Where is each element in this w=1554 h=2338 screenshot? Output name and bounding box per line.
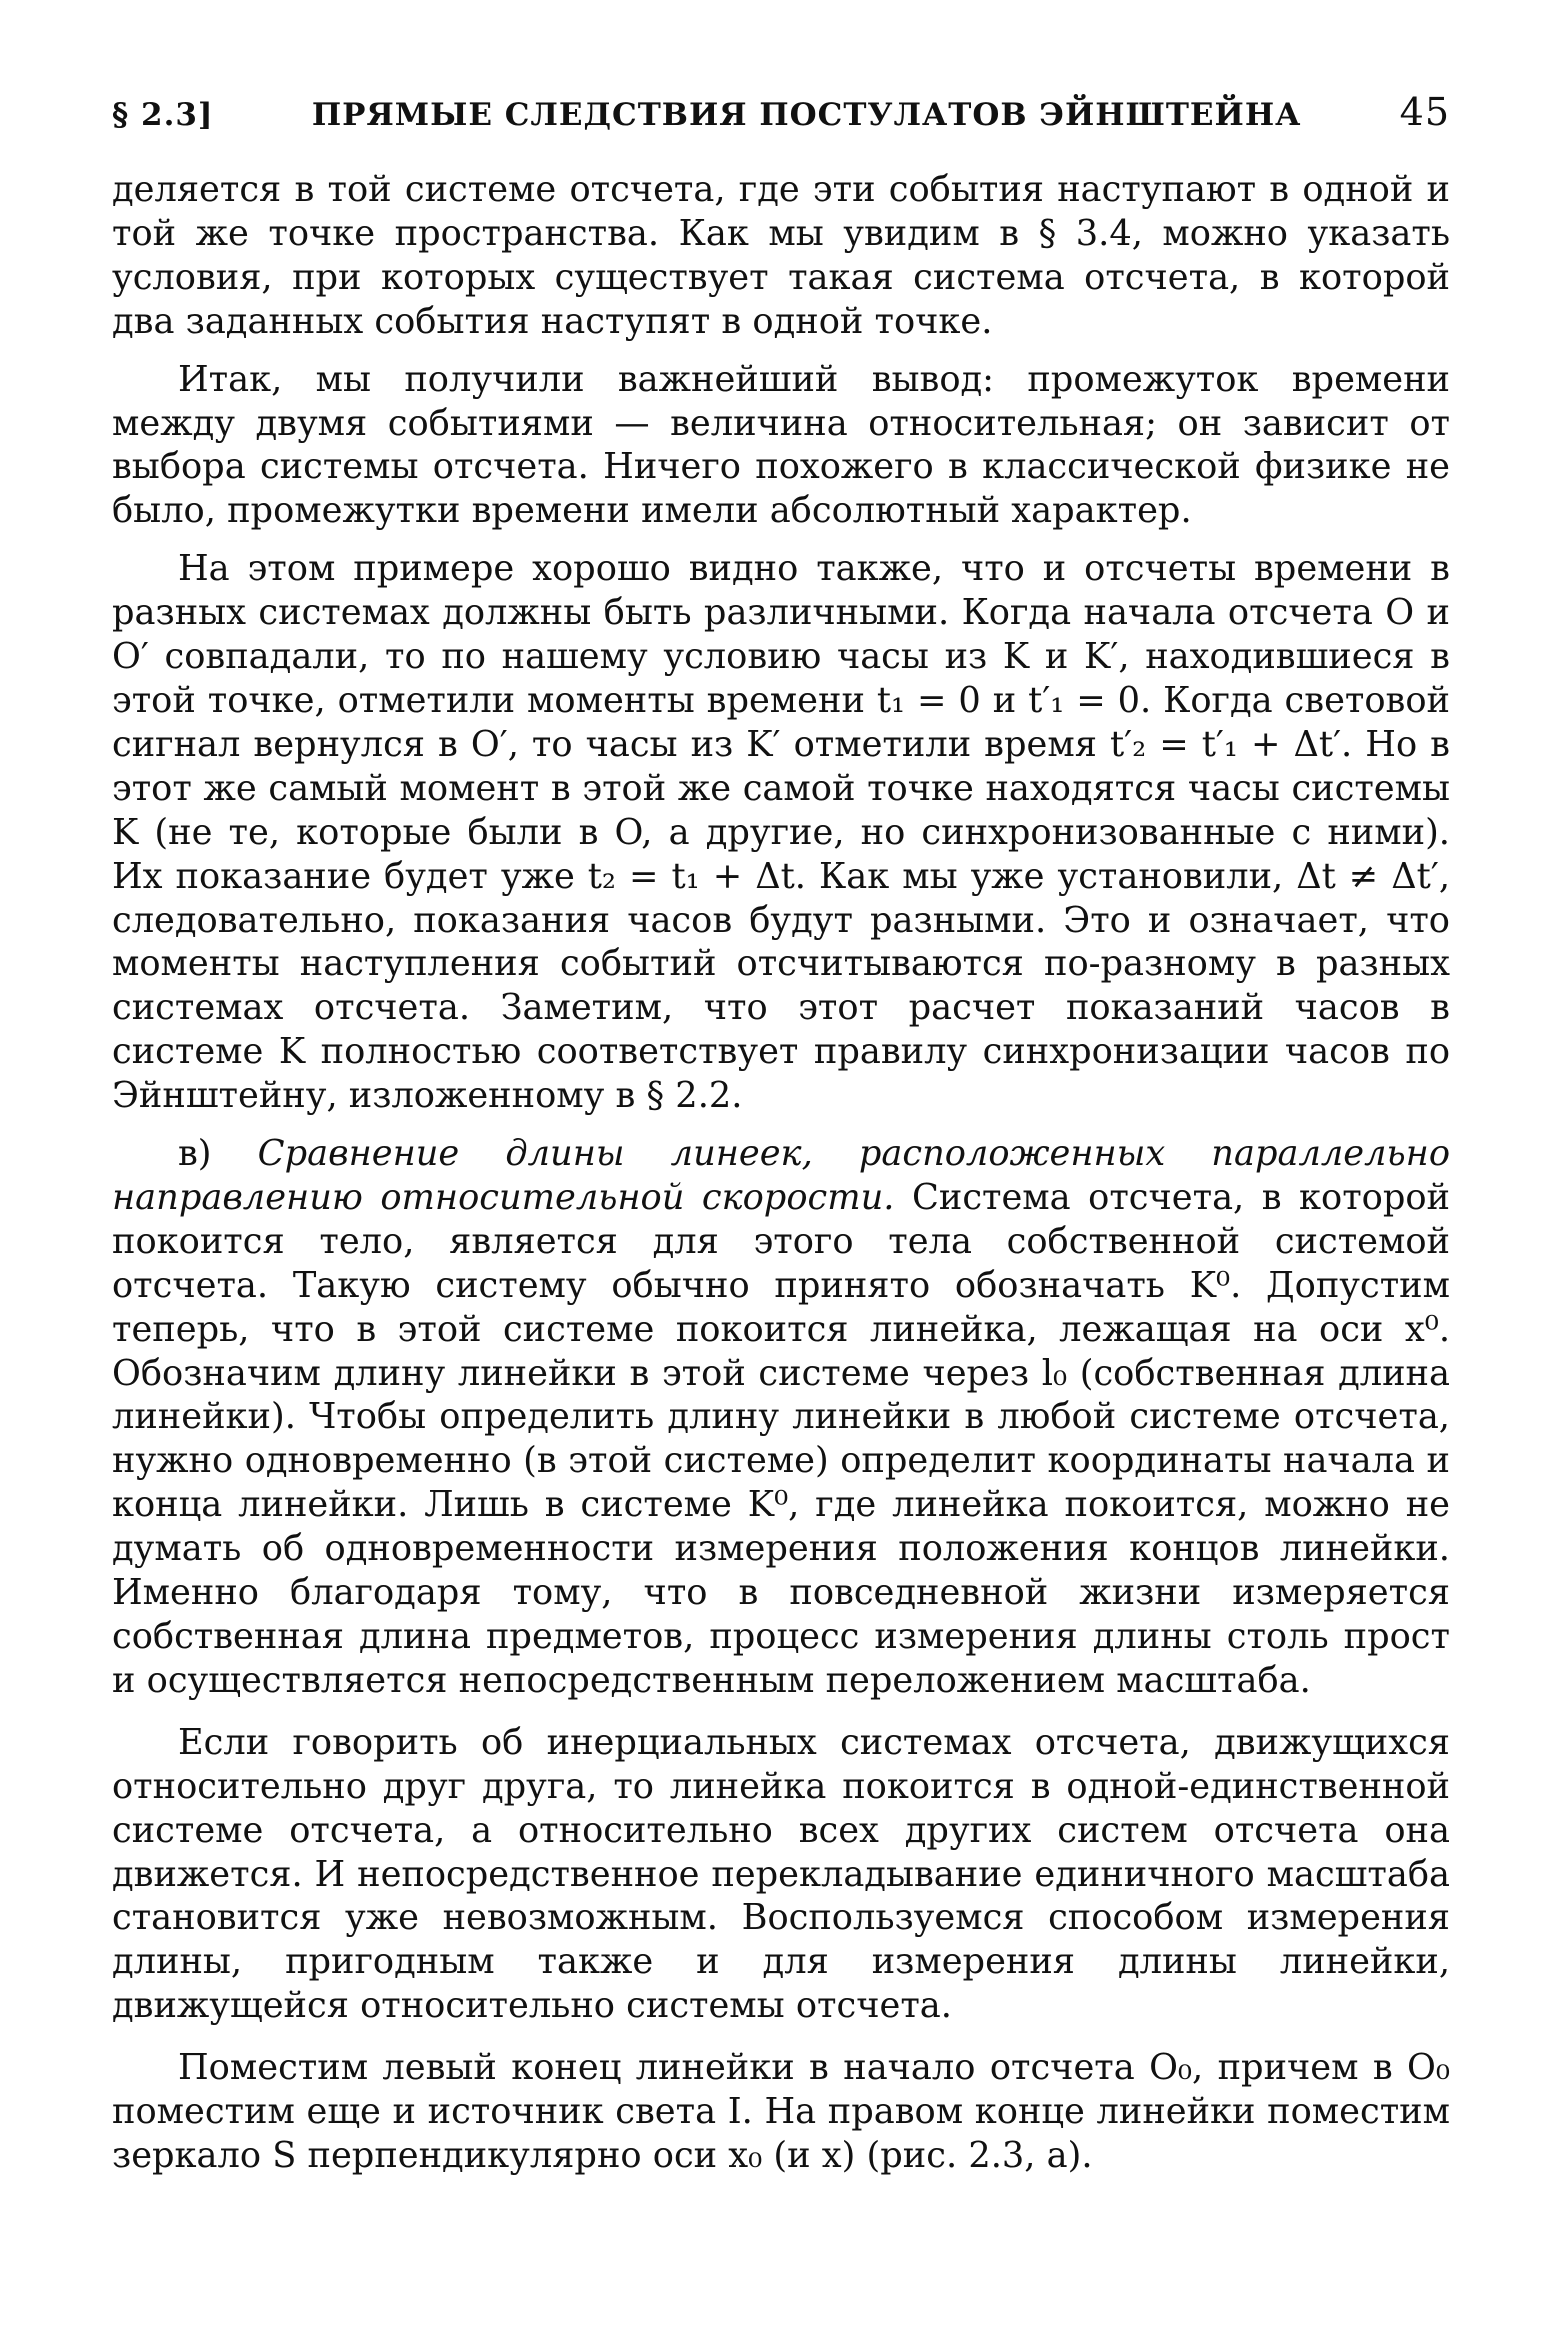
book-page (112, 90, 1450, 2178)
running-header (112, 90, 1450, 134)
section-number: § 2.3] (112, 97, 214, 133)
paragraph-inertial-systems: Если говорить об инерциальных системах отсчета, движущихся относительно друг друга, то линейка покоится в одной-единственной системе отсчета, а относительно всех других систем отсчета она движется. И непосредственное перекладывание единичного масштаба становится уже невозможным. Воспользуемся способом измерения длины, пригодным также и для измерения длины линейки, движущейся относительно системы отсчета. (112, 1721, 1450, 2027)
section-v-title: Сравнение длины линеек, расположенных параллельно направлению относительной скорости. (112, 1133, 1451, 1218)
paragraph-section-v (112, 1132, 1450, 1703)
section-v-text: Система отсчета, в которой покоится тело, является для этого тела собственной системой отсчета. Такую систему обычно принято обозначать K⁰. Допустим теперь, что в этой системе покоится линейка, лежащая на оси x⁰. Обозначим длину линейки в этой системе через l₀ (собственная длина линейки). Чтобы определить длину линейки в любой системе отсчета, нужно одновременно (в этой системе) определит координаты начала и конца линейки. Лишь в системе K⁰, где линейка покоится, можно не думать об одновременности измерения положения концов линейки. Именно благодаря тому, что в повседневной жизни измеряется собственная длина предметов, процесс измерения длины столь прост и осуществляется непосредственным переложением масштаба. (112, 1176, 1451, 1701)
page-number: 45 (1399, 90, 1450, 134)
paragraph-ruler-setup: Поместим левый конец линейки в начало отсчета O₀, причем в O₀ поместим еще и источник света I. На правом конце линейки поместим зеркало S перпендикулярно оси x₀ (и x) (рис. 2.3, a). (112, 2047, 1450, 2176)
section-v-label: в) (178, 1133, 212, 1175)
paragraph-time-readings: На этом примере хорошо видно также, что и отсчеты времени в разных системах должны быть различными. Когда начала отсчета O и O′ совпадали, то по нашему условию часы из K и K′, находившиеся в этой точке, отметили моменты времени t₁ = 0 и t′₁ = 0. Когда световой сигнал вернулся в O′, то часы из K′ отметили время t′₂ = t′₁ + Δt′. Но в этот же самый момент в этой же самой точке находятся часы системы K (не те, которые были в O, а другие, но синхронизованные с ними). Их показание будет уже t₂ = t₁ + Δt. Как мы уже установили, Δt ≠ Δt′, следовательно, показания часов будут разными. Это и означает, что моменты наступления событий отсчитываются по-разному в разных системах отсчета. Заметим, что этот расчет показаний часов в системе K полностью соответствует правилу синхронизации часов по Эйнштейну, изложенному в § 2.2. (112, 548, 1450, 1117)
paragraph-continuation: деляется в той системе отсчета, где эти события наступают в одной и той же точке пространства. Как мы увидим в § 3.4, можно указать условия, при которых существует такая система отсчета, в которой два заданных события наступят в одной точке. (112, 169, 1450, 342)
paragraph-conclusion: Итак, мы получили важнейший вывод: промежуток времени между двумя событиями — величина относительная; он зависит от выбора системы отсчета. Ничего похожего в классической физике не было, промежутки времени имели абсолютный характер. (112, 358, 1450, 532)
chapter-title: ПРЯМЫЕ СЛЕДСТВИЯ ПОСТУЛАТОВ ЭЙНШТЕЙНА (311, 97, 1302, 133)
